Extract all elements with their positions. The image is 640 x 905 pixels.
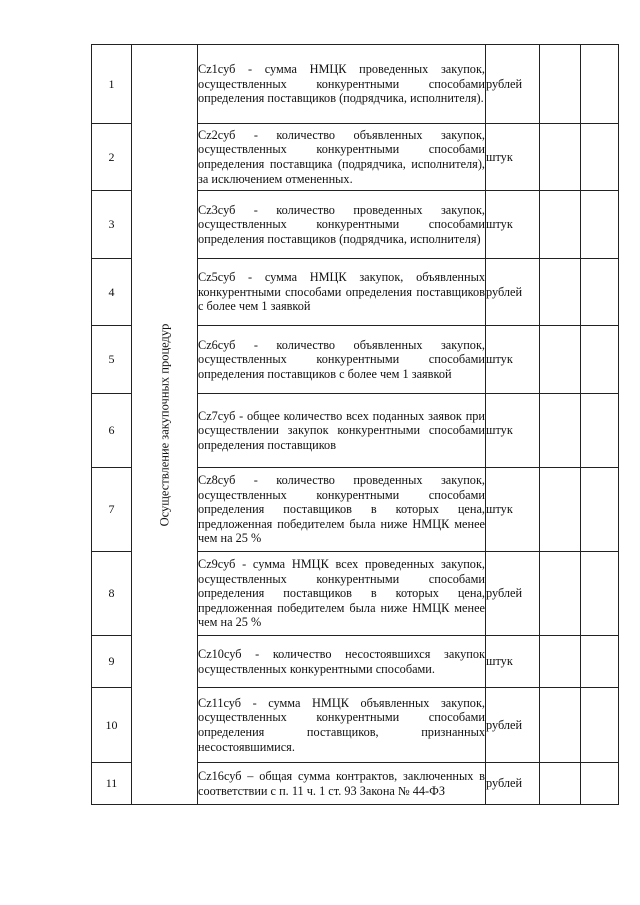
- category-label: Осуществление закупочных процедур: [157, 323, 171, 526]
- unit-cell: штук: [486, 394, 540, 468]
- value-cell-empty: [581, 259, 619, 326]
- value-cell-empty: [540, 552, 581, 636]
- unit-cell: штук: [486, 191, 540, 259]
- value-cell-empty: [581, 124, 619, 191]
- value-cell-empty: [540, 45, 581, 124]
- indicator-description: Cz10суб - количество несостоявшихся закупок осуществленных конкурентными способами.: [198, 636, 486, 688]
- table-row: [92, 45, 619, 124]
- value-cell-empty: [540, 326, 581, 394]
- value-cell-empty: [581, 468, 619, 552]
- indicator-description: Cz11суб - сумма НМЦК объявленных закупок, осуществленных конкурентными способами определения поставщиков, признанных несостоявшимися.: [198, 688, 486, 763]
- unit-cell: рублей: [486, 688, 540, 763]
- row-number: 9: [92, 636, 132, 688]
- indicator-description: Cz5суб - сумма НМЦК закупок, объявленных конкурентными способами определения поставщиков с более чем 1 заявкой: [198, 259, 486, 326]
- row-number: 11: [92, 763, 132, 805]
- unit-cell: рублей: [486, 552, 540, 636]
- value-cell-empty: [581, 191, 619, 259]
- indicator-description: Cz6суб - количество объявленных закупок, осуществленных конкурентными способами определения поставщиков с более чем 1 заявкой: [198, 326, 486, 394]
- unit-cell: штук: [486, 468, 540, 552]
- unit-cell: штук: [486, 124, 540, 191]
- row-number: 7: [92, 468, 132, 552]
- row-number: 3: [92, 191, 132, 259]
- value-cell-empty: [581, 326, 619, 394]
- value-cell-empty: [540, 259, 581, 326]
- value-cell-empty: [581, 763, 619, 805]
- indicator-description: Cz8суб - количество проведенных закупок, осуществленных конкурентными способами определения поставщиков в которых цена, предложенная победителем была ниже НМЦК менее чем на 25 %: [198, 468, 486, 552]
- value-cell-empty: [581, 394, 619, 468]
- value-cell-empty: [540, 191, 581, 259]
- row-number: 8: [92, 552, 132, 636]
- indicator-description: Cz16суб – общая сумма контрактов, заключенных в соответствии с п. 11 ч. 1 ст. 93 Закона № 44-ФЗ: [198, 763, 486, 805]
- row-number: 2: [92, 124, 132, 191]
- unit-cell: рублей: [486, 45, 540, 124]
- indicator-description: Cz9суб - сумма НМЦК всех проведенных закупок, осуществленных конкурентными способами определения поставщиков в которых цена, предложенная победителем была ниже НМЦК менее чем на 25 %: [198, 552, 486, 636]
- value-cell-empty: [540, 636, 581, 688]
- row-number: 5: [92, 326, 132, 394]
- row-number: 10: [92, 688, 132, 763]
- row-number: 1: [92, 45, 132, 124]
- value-cell-empty: [540, 394, 581, 468]
- value-cell-empty: [540, 763, 581, 805]
- value-cell-empty: [540, 468, 581, 552]
- value-cell-empty: [581, 45, 619, 124]
- value-cell-empty: [540, 688, 581, 763]
- indicator-description: Cz3суб - количество проведенных закупок, осуществленных конкурентными способами определения поставщиков (подрядчика, исполнителя): [198, 191, 486, 259]
- unit-cell: штук: [486, 326, 540, 394]
- value-cell-empty: [581, 552, 619, 636]
- value-cell-empty: [581, 688, 619, 763]
- value-cell-empty: [540, 124, 581, 191]
- unit-cell: рублей: [486, 763, 540, 805]
- category-cell: [132, 45, 198, 805]
- table-body: [92, 45, 619, 805]
- unit-cell: рублей: [486, 259, 540, 326]
- indicators-table: [91, 44, 619, 805]
- indicator-description: Cz7суб - общее количество всех поданных заявок при осуществлении закупок конкурентными способами определения поставщиков: [198, 394, 486, 468]
- value-cell-empty: [581, 636, 619, 688]
- row-number: 4: [92, 259, 132, 326]
- unit-cell: штук: [486, 636, 540, 688]
- indicator-description: Cz2суб - количество объявленных закупок, осуществленных конкурентными способами определения поставщика (подрядчика, исполнителя), за исключением отмененных.: [198, 124, 486, 191]
- indicator-description: Cz1суб - сумма НМЦК проведенных закупок, осуществленных конкурентными способами определения поставщиков (подрядчика, исполнителя).: [198, 45, 486, 124]
- row-number: 6: [92, 394, 132, 468]
